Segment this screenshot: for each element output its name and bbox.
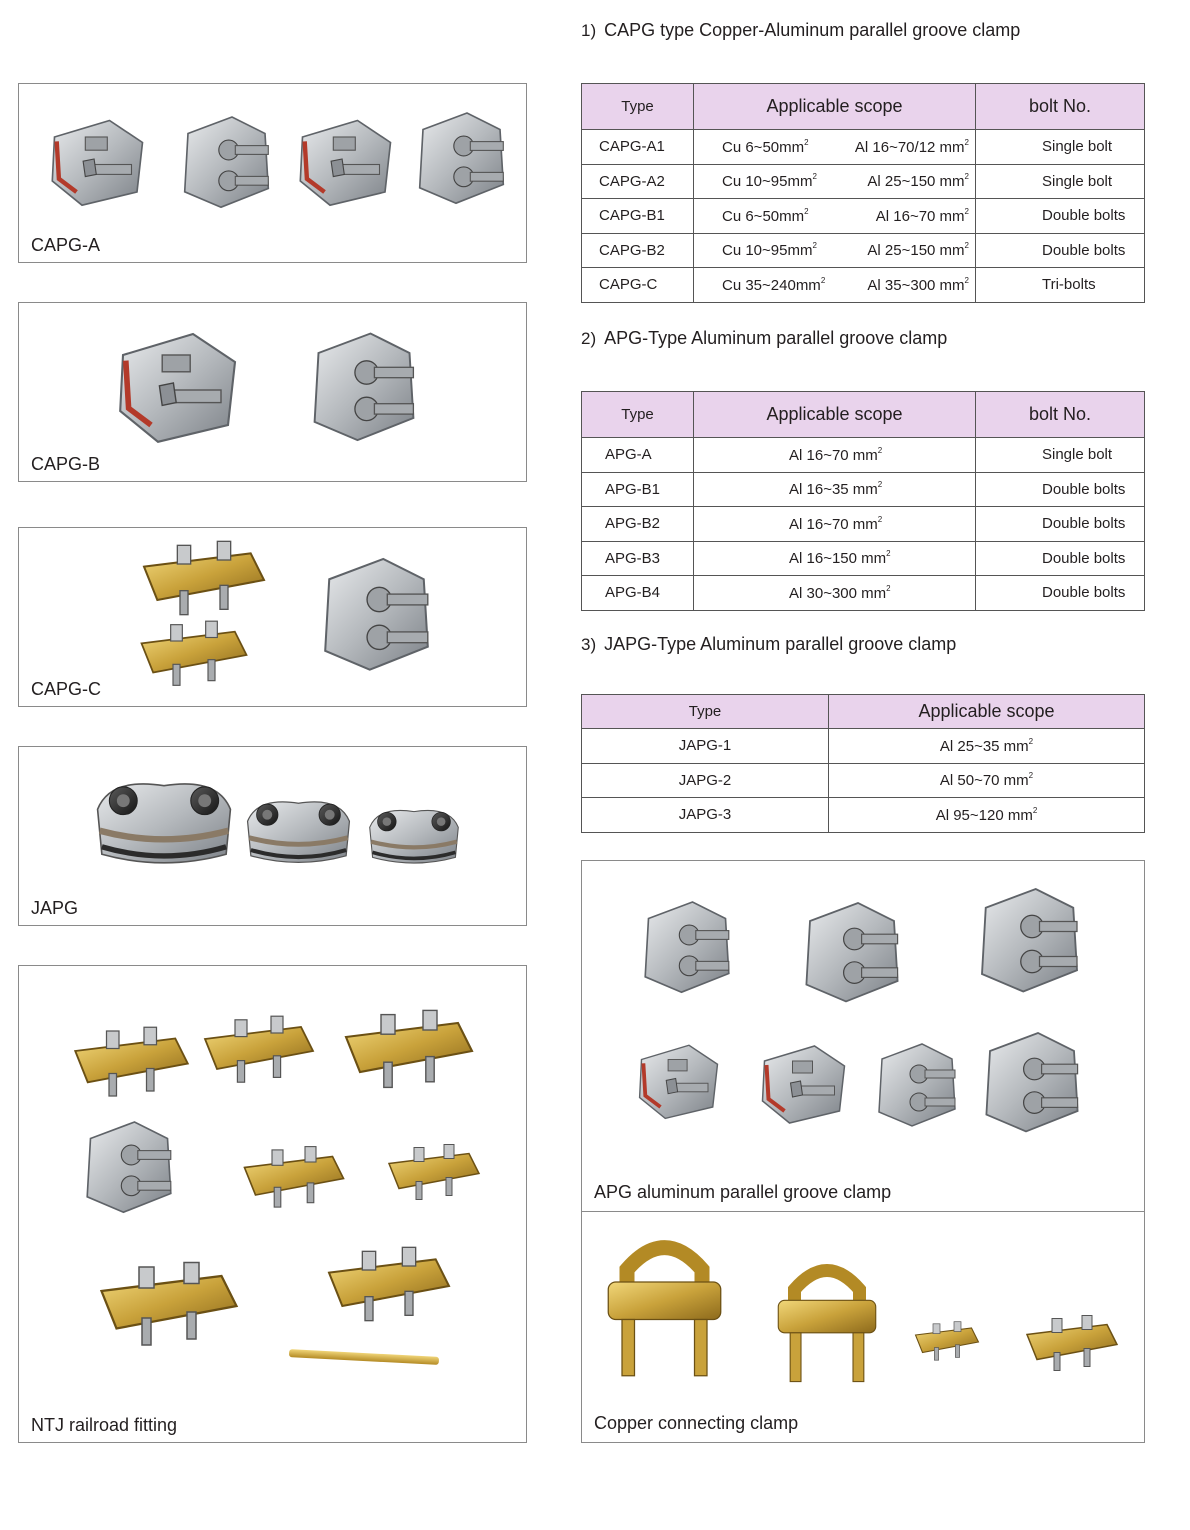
capg-type-cell: CAPG-B1	[582, 199, 694, 234]
apg-row	[582, 541, 1145, 576]
superscript-2: 2	[964, 241, 969, 251]
apg-bolt-cell: Double bolts	[976, 507, 1145, 542]
japg-photo-medium	[241, 787, 356, 872]
capg-heading	[581, 20, 1020, 41]
capg-row	[582, 199, 1145, 234]
japg-scope-text: Al 95~120 mm	[935, 806, 1033, 824]
capg-type-cell: CAPG-A1	[582, 130, 694, 165]
japg-heading	[581, 634, 956, 655]
capg-header-scope: Applicable scope	[694, 84, 976, 130]
ntj-caption: NTJ railroad fitting	[31, 1415, 178, 1435]
superscript-2: 2	[804, 137, 809, 147]
copper-photo-2	[772, 1257, 882, 1387]
japg-row	[582, 798, 1145, 833]
japg-scope-text: Al 25~35 mm	[939, 737, 1029, 755]
capg-b-caption: CAPG-B	[31, 454, 101, 474]
apg-scope-cell	[694, 576, 976, 611]
apg-scope-text: Al 16~70 mm	[789, 446, 878, 464]
japg-heading-number: 3)	[581, 635, 597, 654]
capg-cu-range	[722, 241, 817, 259]
superscript-2: 2	[1028, 771, 1034, 781]
japg-header-type: Type	[582, 695, 829, 729]
capg-cu-range	[722, 138, 809, 156]
capg-header-bolt: bolt No.	[976, 84, 1145, 130]
superscript-2: 2	[964, 275, 969, 285]
capg-cu-text: Cu 10~95mm	[722, 242, 813, 260]
capg-bolt-cell: Tri-bolts	[976, 268, 1145, 303]
apg-bolt-cell: Double bolts	[976, 541, 1145, 576]
capg-al-text: Al 25~150 mm	[867, 242, 965, 260]
capg-header-type: Type	[582, 84, 694, 130]
capg-table-body	[582, 130, 1145, 303]
apg-type-cell: APG-B2	[582, 507, 694, 542]
ntj-photo-6	[384, 1126, 484, 1221]
capg-a-caption: CAPG-A	[31, 235, 101, 255]
capg-c-photo-2	[129, 620, 259, 690]
capg-al-text: Al 35~300 mm	[867, 276, 965, 294]
capg-al-range	[876, 207, 969, 225]
capg-al-range	[867, 276, 969, 294]
panel-copper-photo	[581, 1211, 1145, 1443]
apg-scope-text: Al 16~150 mm	[789, 550, 887, 568]
apg-type-cell: APG-B1	[582, 472, 694, 507]
japg-row	[582, 729, 1145, 764]
copper-photo-1	[602, 1227, 727, 1387]
capg-bolt-cell: Single bolt	[976, 164, 1145, 199]
ntj-photo-7	[59, 1261, 279, 1351]
capg-scope-cell	[694, 164, 976, 199]
capg-al-range	[855, 138, 969, 156]
superscript-2: 2	[1032, 805, 1038, 815]
capg-b-photo-2	[299, 313, 429, 458]
capg-al-range	[867, 241, 969, 259]
superscript-2: 2	[820, 275, 826, 285]
panel-apg-photo	[581, 860, 1145, 1212]
panel-japg	[18, 746, 527, 926]
capg-row	[582, 164, 1145, 199]
capg-table	[581, 83, 1145, 303]
ntj-photo-1	[69, 1026, 194, 1101]
capg-bolt-cell: Double bolts	[976, 233, 1145, 268]
superscript-2: 2	[877, 480, 883, 490]
japg-type-cell: JAPG-2	[582, 763, 829, 798]
japg-caption: JAPG	[31, 898, 79, 918]
capg-bolt-cell: Double bolts	[976, 199, 1145, 234]
japg-scope-text: Al 50~70 mm	[939, 772, 1029, 790]
apg-header-scope: Applicable scope	[694, 392, 976, 438]
capg-a-photo-3	[289, 104, 404, 214]
apg-scope-cell	[694, 472, 976, 507]
capg-a-photo-2	[169, 106, 284, 216]
ntj-photo-8	[294, 1246, 484, 1326]
japg-heading-title: JAPG-Type Aluminum parallel groove clamp	[604, 634, 957, 654]
superscript-2: 2	[886, 583, 891, 593]
superscript-2: 2	[877, 514, 883, 524]
apg-bolt-cell: Double bolts	[976, 472, 1145, 507]
japg-photo-large	[89, 765, 239, 875]
capg-cu-text: Cu 6~50mm	[722, 138, 805, 156]
apg-photo-4	[622, 1031, 737, 1126]
capg-cu-text: Cu 35~240mm	[722, 276, 821, 294]
capg-bolt-cell: Single bolt	[976, 130, 1145, 165]
apg-photo-caption: APG aluminum parallel groove clamp	[594, 1182, 892, 1202]
superscript-2: 2	[886, 549, 891, 559]
capg-heading-number: 1)	[581, 21, 597, 40]
japg-table-body	[582, 729, 1145, 833]
apg-photo-1	[632, 881, 742, 1011]
capg-row	[582, 130, 1145, 165]
capg-scope-cell	[694, 130, 976, 165]
apg-table-body	[582, 438, 1145, 611]
panel-capg-a	[18, 83, 527, 263]
ntj-photo-3	[339, 996, 479, 1106]
superscript-2: 2	[877, 445, 883, 455]
superscript-2: 2	[812, 172, 817, 182]
ntj-photo-4	[59, 1111, 199, 1221]
capg-a-photo-1	[41, 104, 156, 214]
capg-type-cell: CAPG-A2	[582, 164, 694, 199]
panel-capg-b	[18, 302, 527, 482]
capg-cu-text: Cu 6~50mm	[722, 207, 805, 225]
apg-table	[581, 391, 1145, 611]
capg-type-cell: CAPG-C	[582, 268, 694, 303]
apg-photo-3	[967, 869, 1092, 1009]
apg-bolt-cell: Single bolt	[976, 438, 1145, 473]
capg-scope-cell	[694, 233, 976, 268]
capg-a-photo-4	[404, 102, 519, 212]
apg-heading-number: 2)	[581, 329, 597, 348]
apg-scope-text: Al 16~35 mm	[789, 481, 878, 499]
capg-cu-range	[722, 276, 825, 294]
apg-header-bolt: bolt No.	[976, 392, 1145, 438]
apg-photo-6	[867, 1029, 967, 1139]
superscript-2: 2	[812, 241, 817, 251]
apg-type-cell: APG-B4	[582, 576, 694, 611]
apg-heading-title: APG-Type Aluminum parallel groove clamp	[604, 328, 948, 348]
apg-scope-cell	[694, 438, 976, 473]
japg-header-scope: Applicable scope	[829, 695, 1145, 729]
capg-c-photo-1	[129, 540, 279, 620]
japg-scope-cell	[829, 729, 1145, 764]
capg-b-photo-1	[109, 308, 249, 458]
superscript-2: 2	[1028, 736, 1034, 746]
japg-scope-cell	[829, 798, 1145, 833]
capg-c-caption: CAPG-C	[31, 679, 102, 699]
superscript-2: 2	[964, 137, 969, 147]
copper-photo-caption: Copper connecting clamp	[594, 1413, 799, 1433]
capg-row	[582, 233, 1145, 268]
capg-cu-range	[722, 172, 817, 190]
apg-photo-7	[972, 1021, 1092, 1141]
ntj-photo-5	[239, 1131, 349, 1226]
panel-ntj	[18, 965, 527, 1443]
capg-cu-text: Cu 10~95mm	[722, 173, 813, 191]
apg-photo-2	[792, 881, 912, 1021]
panel-capg-c	[18, 527, 527, 707]
apg-type-cell: APG-A	[582, 438, 694, 473]
japg-table	[581, 694, 1145, 833]
copper-photo-3	[912, 1292, 982, 1392]
capg-heading-title: CAPG type Copper-Aluminum parallel groove clamp	[604, 20, 1021, 40]
superscript-2: 2	[964, 206, 969, 216]
apg-scope-text: Al 16~70 mm	[789, 515, 878, 533]
apg-row	[582, 576, 1145, 611]
superscript-2: 2	[964, 172, 969, 182]
superscript-2: 2	[804, 206, 809, 216]
ntj-photo-2	[199, 1011, 319, 1091]
japg-photo-small	[364, 797, 464, 872]
capg-c-photo-3	[309, 538, 444, 688]
apg-type-cell: APG-B3	[582, 541, 694, 576]
capg-cu-range	[722, 207, 809, 225]
capg-al-text: Al 25~150 mm	[867, 173, 965, 191]
apg-photo-5	[747, 1031, 862, 1131]
apg-row	[582, 507, 1145, 542]
apg-scope-cell	[694, 507, 976, 542]
capg-scope-cell	[694, 199, 976, 234]
japg-scope-cell	[829, 763, 1145, 798]
capg-al-range	[867, 172, 969, 190]
capg-al-text: Al 16~70 mm	[875, 207, 965, 225]
apg-row	[582, 472, 1145, 507]
japg-type-cell: JAPG-3	[582, 798, 829, 833]
apg-header-type: Type	[582, 392, 694, 438]
apg-bolt-cell: Double bolts	[976, 576, 1145, 611]
japg-row	[582, 763, 1145, 798]
apg-row	[582, 438, 1145, 473]
apg-scope-cell	[694, 541, 976, 576]
apg-scope-text: Al 30~300 mm	[789, 584, 887, 602]
capg-scope-cell	[694, 268, 976, 303]
copper-photo-4	[1022, 1292, 1122, 1397]
capg-type-cell: CAPG-B2	[582, 233, 694, 268]
capg-row	[582, 268, 1145, 303]
capg-al-text: Al 16~70/12 mm	[854, 138, 965, 156]
apg-heading	[581, 328, 947, 349]
japg-type-cell: JAPG-1	[582, 729, 829, 764]
ntj-photo-rod	[289, 1349, 439, 1365]
